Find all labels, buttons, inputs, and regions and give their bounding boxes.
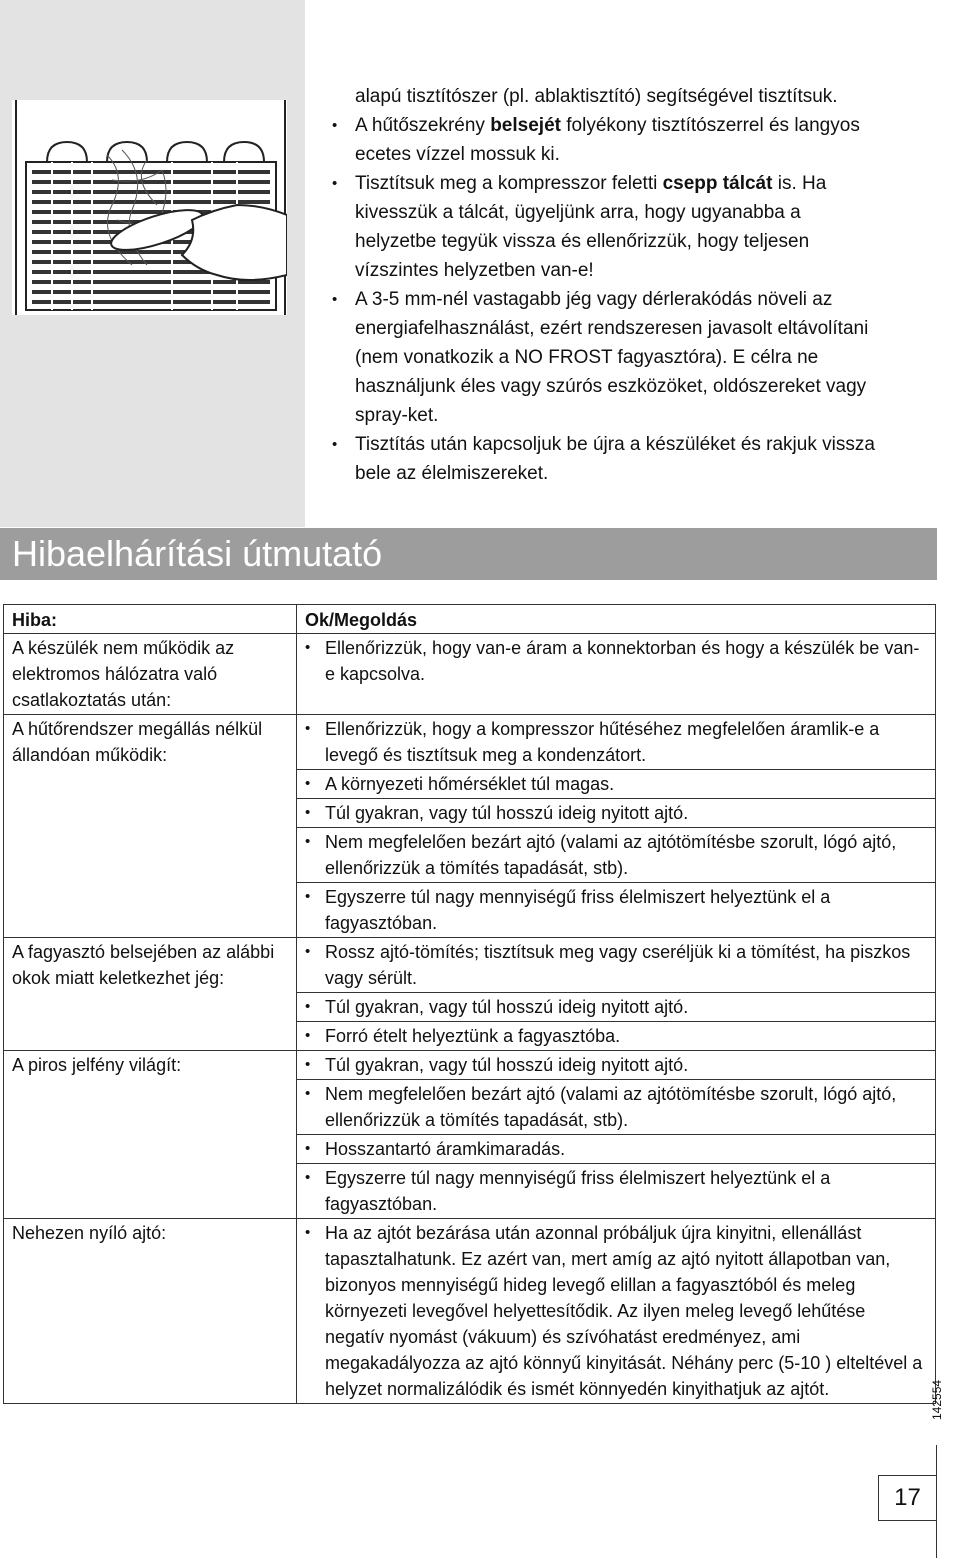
table-header-row — [4, 605, 936, 634]
table-row — [4, 634, 936, 715]
document-code: 142554 — [930, 1379, 944, 1420]
problem-cell: A piros jelfény világít: — [4, 1051, 297, 1219]
instruction-line: használjunk éles vagy szúrós eszközöket, oldószereket vagy — [355, 376, 867, 397]
section-heading-bar — [0, 528, 937, 580]
problem-cell: Nehezen nyíló ajtó: — [4, 1219, 297, 1404]
instruction-line: bele az élelmiszereket. — [355, 463, 549, 484]
table-row — [4, 1219, 936, 1404]
solution-cell: • Rossz ajtó-tömítés; tisztítsuk meg vagy cseréljük ki a tömítést, ha piszkos vagy sérült. — [297, 938, 936, 993]
problem-cell: A készülék nem működik az elektromos hálózatra való csatlakoztatás után: — [4, 634, 297, 715]
instruction-line: energiafelhasználást, ezért rendszeresen javasolt eltávolítani — [355, 318, 869, 339]
instruction-line: • Tisztítsuk meg a kompresszor feletti csepp tálcát is. Ha — [332, 169, 937, 198]
problem-cell: A hűtőrendszer megállás nélkül állandóan működik: — [4, 715, 297, 938]
solution-cell: • Ellenőrizzük, hogy van-e áram a konnektorban és hogy a készülék be van-e kapcsolva. — [297, 634, 936, 715]
solution-cell: • Túl gyakran, vagy túl hosszú ideig nyitott ajtó. — [297, 993, 936, 1022]
solution-cell: • A környezeti hőmérséklet túl magas. — [297, 770, 936, 799]
instruction-line: (nem vonatkozik a NO FROST fagyasztóra). E célra ne — [355, 347, 819, 368]
instruction-line: vízszintes helyzetben van-e! — [355, 260, 594, 281]
table-row — [4, 938, 936, 993]
solution-cell: • Egyszerre túl nagy mennyiségű friss élelmiszert helyeztünk el a fagyasztóban. — [297, 883, 936, 938]
solution-cell: • Ellenőrizzük, hogy a kompresszor hűtéséhez megfelelően áramlik-e a levegő és tisztítsuk meg a kondenzátort. — [297, 715, 936, 770]
solution-cell: • Hosszantartó áramkimaradás. — [297, 1135, 936, 1164]
column-header-problem: Hiba: — [4, 605, 297, 634]
instruction-line: • A hűtőszekrény belsejét folyékony tisztítószerrel és langyos — [332, 111, 937, 140]
instruction-line: spray-ket. — [355, 405, 439, 426]
condenser-cleaning-illustration — [12, 100, 287, 315]
table-row — [4, 715, 936, 770]
instruction-line: ecetes vízzel mossuk ki. — [355, 144, 560, 165]
solution-cell: • Forró ételt helyeztünk a fagyasztóba. — [297, 1022, 936, 1051]
solution-cell: • Túl gyakran, vagy túl hosszú ideig nyitott ajtó. — [297, 799, 936, 828]
table-row — [4, 1051, 936, 1080]
instruction-line: • A 3-5 mm-nél vastagabb jég vagy dérlerakódás növeli az — [332, 285, 937, 314]
instruction-line: kivesszük a tálcát, ügyeljünk arra, hogy ugyanabba a — [355, 202, 801, 223]
problem-cell: A fagyasztó belsejében az alábbi okok miatt keletkezhet jég: — [4, 938, 297, 1051]
solution-cell: • Egyszerre túl nagy mennyiségű friss élelmiszert helyeztünk el a fagyasztóban. — [297, 1164, 936, 1219]
troubleshooting-table — [3, 604, 936, 1404]
solution-cell: • Nem megfelelően bezárt ajtó (valami az ajtótömítésbe szorult, lógó ajtó, ellenőrizzük a tömítés tapadását, stb). — [297, 1080, 936, 1135]
section-title: Hibaelhárítási útmutató — [12, 533, 383, 574]
column-header-solution: Ok/Megoldás — [297, 605, 936, 634]
instruction-line: • Tisztítás után kapcsoljuk be újra a készüléket és rakjuk vissza — [332, 430, 937, 459]
solution-cell: • Nem megfelelően bezárt ajtó (valami az ajtótömítésbe szorult, lógó ajtó, ellenőrizzük a tömítés tapadását, stb). — [297, 828, 936, 883]
solution-cell: • Túl gyakran, vagy túl hosszú ideig nyitott ajtó. — [297, 1051, 936, 1080]
instruction-line: helyzetbe tegyük vissza és ellenőrizzük, hogy teljesen — [355, 231, 810, 252]
solution-cell: • Ha az ajtót bezárása után azonnal próbáljuk újra kinyitni, ellenállást tapasztalhatunk. Ez azért van, mert amíg az ajtó nyitott állapotban van, bizonyos mennyiségű hideg levegő elillan a fagyasztóból és meleg környezeti levegővel helyettesítődik. Az ilyen meleg levegő lehűtése negatív nyomást (vákuum) és szívóhatást eredményez, ami megakadályozza az ajtó könnyű kinyitását. Néhány perc (5-10 ) elteltével a helyzet normalizálódik és ismét könnyedén kinyithatjuk az ajtót. — [297, 1219, 936, 1404]
cleaning-instructions — [332, 82, 937, 488]
instruction-line: alapú tisztítószer (pl. ablaktisztító) segítségével tisztítsuk. — [355, 86, 838, 107]
page-number: 17 — [878, 1475, 937, 1521]
